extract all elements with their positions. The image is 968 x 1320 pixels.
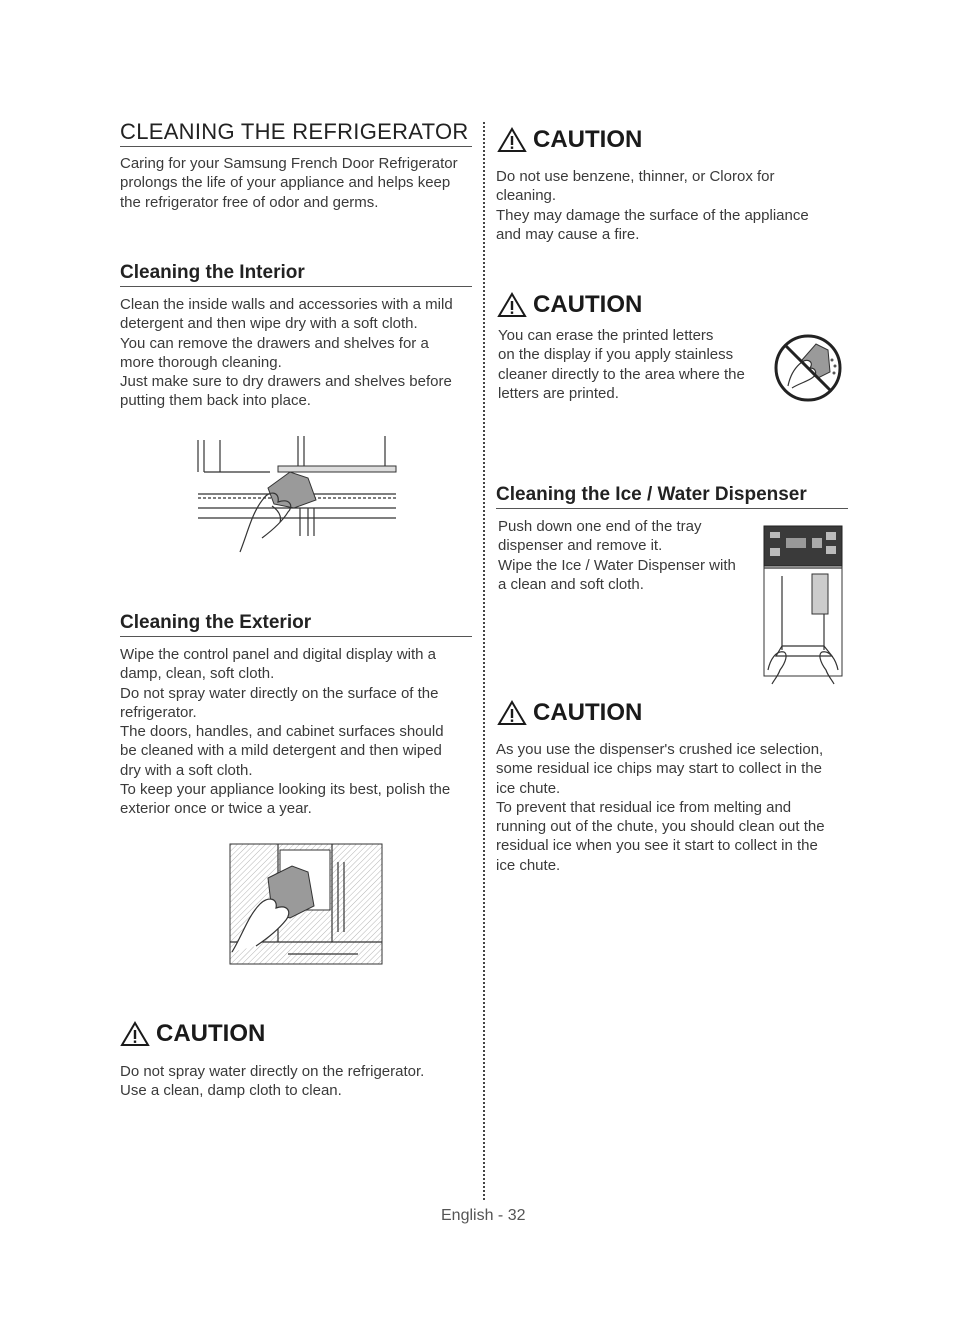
caution-label: CAUTION	[533, 291, 643, 318]
interior-line: more thorough cleaning.	[120, 353, 282, 371]
caution-line: residual ice when you see it start to collect in the	[496, 837, 818, 855]
caution-paragraph	[496, 167, 856, 244]
interior-line: You can remove the drawers and shelves for a	[120, 334, 429, 352]
caution-line: As you use the dispenser's crushed ice selection,	[496, 741, 824, 758]
caution-label: CAUTION	[533, 126, 643, 153]
interior-line: Just make sure to dry drawers and shelves before	[120, 373, 452, 391]
exterior-rule	[120, 636, 472, 637]
exterior-line: exterior once or twice a year.	[120, 800, 312, 818]
caution-line: on the display if you apply stainless	[498, 346, 734, 364]
dispenser-line: dispenser and remove it.	[498, 537, 663, 555]
exterior-line: Do not spray water directly on the surface of the	[120, 684, 439, 702]
exterior-line: To keep your appliance looking its best, polish the	[120, 781, 451, 799]
interior-line: Clean the inside walls and accessories with a mild	[120, 296, 453, 313]
caution-heading	[497, 291, 642, 319]
exterior-line: refrigerator.	[120, 703, 197, 721]
interior-rule	[120, 286, 472, 287]
warning-triangle-icon	[497, 292, 527, 318]
intro-line: the refrigerator free of odor and germs.	[120, 193, 379, 211]
exterior-line: damp, clean, soft cloth.	[120, 665, 275, 683]
warning-triangle-icon	[497, 700, 527, 726]
caution-line: To prevent that residual ice from melting and	[496, 798, 792, 816]
caution-line: Do not spray water directly on the refrigerator.	[120, 1063, 425, 1080]
exterior-line: The doors, handles, and cabinet surfaces should	[120, 723, 444, 741]
dispenser-line: a clean and soft cloth.	[498, 575, 644, 593]
dispenser-line: Push down one end of the tray	[498, 518, 702, 535]
exterior-cleaning-illustration	[228, 842, 384, 966]
caution-line: cleaning.	[496, 187, 557, 205]
no-spray-prohibition-icon	[772, 332, 844, 404]
interior-paragraph	[120, 295, 480, 411]
exterior-paragraph	[120, 645, 480, 819]
caution-line: letters are printed.	[498, 384, 619, 402]
dispenser-line: Wipe the Ice / Water Dispenser with	[498, 556, 736, 574]
warning-triangle-icon	[497, 127, 527, 153]
page-title: CLEANING THE REFRIGERATOR	[120, 119, 469, 144]
caution-line: ice chute.	[496, 856, 561, 874]
exterior-line: be cleaned with a mild detergent and then wiped	[120, 742, 442, 760]
interior-line: putting them back into place.	[120, 392, 311, 410]
caution-line: cleaner directly to the area where the	[498, 365, 745, 383]
caution-paragraph	[120, 1062, 480, 1101]
caution-label: CAUTION	[156, 1020, 266, 1047]
exterior-heading: Cleaning the Exterior	[120, 612, 312, 633]
caution-line: ice chute.	[496, 779, 561, 797]
interior-heading: Cleaning the Interior	[120, 262, 305, 283]
interior-line: detergent and then wipe dry with a soft cloth.	[120, 315, 418, 333]
caution-line: You can erase the printed letters	[498, 327, 714, 344]
caution-heading	[497, 699, 642, 727]
intro-paragraph	[120, 154, 480, 212]
title-rule	[120, 146, 472, 147]
dispenser-heading: Cleaning the Ice / Water Dispenser	[496, 484, 807, 505]
column-divider	[483, 122, 485, 1200]
dispenser-paragraph	[498, 517, 758, 594]
dispenser-illustration	[758, 520, 848, 688]
caution-line: running out of the chute, you should clean out the	[496, 818, 825, 836]
caution-line: some residual ice chips may start to collect in the	[496, 760, 822, 778]
interior-cleaning-illustration	[190, 432, 405, 562]
caution-line: Do not use benzene, thinner, or Clorox for	[496, 168, 775, 185]
intro-line: Caring for your Samsung French Door Refrigerator	[120, 155, 458, 172]
caution-line: and may cause a fire.	[496, 225, 640, 243]
caution-heading	[120, 1020, 265, 1048]
caution-paragraph	[496, 740, 856, 875]
caution-heading	[497, 126, 642, 154]
exterior-line: dry with a soft cloth.	[120, 761, 253, 779]
caution-paragraph	[498, 326, 768, 403]
exterior-line: Wipe the control panel and digital display with a	[120, 646, 437, 663]
warning-triangle-icon	[120, 1021, 150, 1047]
caution-line: They may damage the surface of the appliance	[496, 206, 809, 224]
dispenser-rule	[496, 508, 848, 509]
intro-line: prolongs the life of your appliance and helps keep	[120, 174, 451, 192]
caution-label: CAUTION	[533, 699, 643, 726]
caution-line: Use a clean, damp cloth to clean.	[120, 1082, 342, 1100]
page-number: English - 32	[441, 1207, 526, 1224]
